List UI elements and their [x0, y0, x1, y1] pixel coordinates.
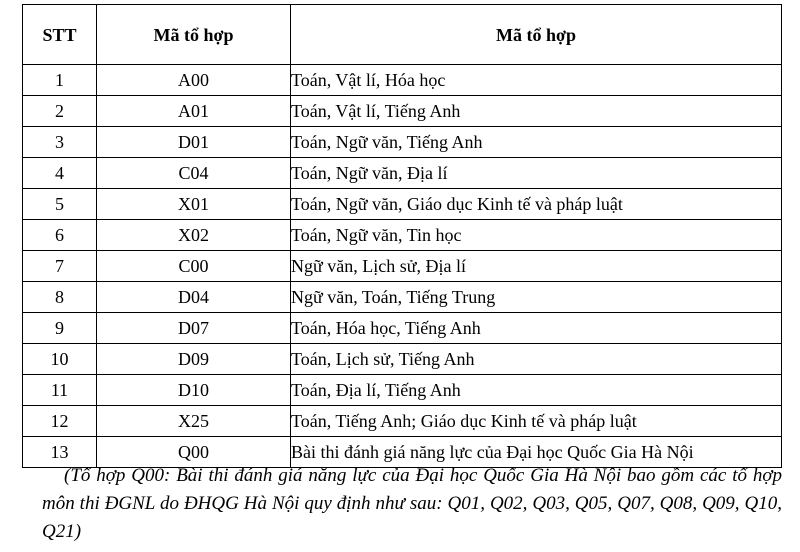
header-subjects: Mã tổ hợp: [291, 5, 782, 65]
cell-stt: 11: [23, 375, 97, 406]
table-row: [23, 127, 782, 158]
cell-subjects: Toán, Lịch sử, Tiếng Anh: [291, 344, 782, 375]
cell-subjects: Toán, Vật lí, Tiếng Anh: [291, 96, 782, 127]
cell-subjects: Toán, Ngữ văn, Giáo dục Kinh tế và pháp luật: [291, 189, 782, 220]
cell-combination-code: X01: [97, 189, 291, 220]
cell-stt: 8: [23, 282, 97, 313]
cell-subjects: Ngữ văn, Toán, Tiếng Trung: [291, 282, 782, 313]
cell-stt: 13: [23, 437, 97, 468]
table-body: [23, 65, 782, 468]
header-combination-code: Mã tổ hợp: [97, 5, 291, 65]
subject-combination-table: [22, 4, 782, 468]
header-stt: STT: [23, 5, 97, 65]
cell-stt: 3: [23, 127, 97, 158]
cell-stt: 5: [23, 189, 97, 220]
cell-stt: 12: [23, 406, 97, 437]
cell-combination-code: A01: [97, 96, 291, 127]
cell-subjects: Toán, Tiếng Anh; Giáo dục Kinh tế và pháp luật: [291, 406, 782, 437]
table-row: [23, 189, 782, 220]
cell-combination-code: A00: [97, 65, 291, 96]
cell-combination-code: Q00: [97, 437, 291, 468]
cell-combination-code: X25: [97, 406, 291, 437]
table-row: [23, 251, 782, 282]
cell-stt: 4: [23, 158, 97, 189]
cell-combination-code: C04: [97, 158, 291, 189]
cell-subjects: Toán, Vật lí, Hóa học: [291, 65, 782, 96]
cell-stt: 7: [23, 251, 97, 282]
cell-combination-code: C00: [97, 251, 291, 282]
cell-subjects: Toán, Ngữ văn, Tiếng Anh: [291, 127, 782, 158]
cell-subjects: Toán, Ngữ văn, Tin học: [291, 220, 782, 251]
cell-subjects: Bài thi đánh giá năng lực của Đại học Quốc Gia Hà Nội: [291, 437, 782, 468]
cell-combination-code: D09: [97, 344, 291, 375]
cell-subjects: Ngữ văn, Lịch sử, Địa lí: [291, 251, 782, 282]
cell-stt: 1: [23, 65, 97, 96]
cell-stt: 6: [23, 220, 97, 251]
cell-combination-code: D07: [97, 313, 291, 344]
table-row: [23, 313, 782, 344]
footnote: (Tổ hợp Q00: Bài thi đánh giá năng lực của Đại học Quốc Gia Hà Nội bao gồm các tổ hợp môn thi ĐGNL do ĐHQG Hà Nội quy định như sau: Q01, Q02, Q03, Q05, Q07, Q08, Q09, Q10, Q21): [42, 465, 782, 542]
table-header: [23, 5, 782, 65]
table-row: [23, 96, 782, 127]
header-row: [23, 5, 782, 65]
cell-combination-code: D04: [97, 282, 291, 313]
table-row: [23, 158, 782, 189]
cell-subjects: Toán, Địa lí, Tiếng Anh: [291, 375, 782, 406]
table-row: [23, 406, 782, 437]
table-row: [23, 344, 782, 375]
cell-subjects: Toán, Ngữ văn, Địa lí: [291, 158, 782, 189]
table-row: [23, 65, 782, 96]
cell-stt: 9: [23, 313, 97, 344]
cell-stt: 2: [23, 96, 97, 127]
cell-combination-code: X02: [97, 220, 291, 251]
cell-combination-code: D01: [97, 127, 291, 158]
table-row: [23, 375, 782, 406]
table-row: [23, 282, 782, 313]
cell-subjects: Toán, Hóa học, Tiếng Anh: [291, 313, 782, 344]
cell-combination-code: D10: [97, 375, 291, 406]
cell-stt: 10: [23, 344, 97, 375]
table-row: [23, 220, 782, 251]
